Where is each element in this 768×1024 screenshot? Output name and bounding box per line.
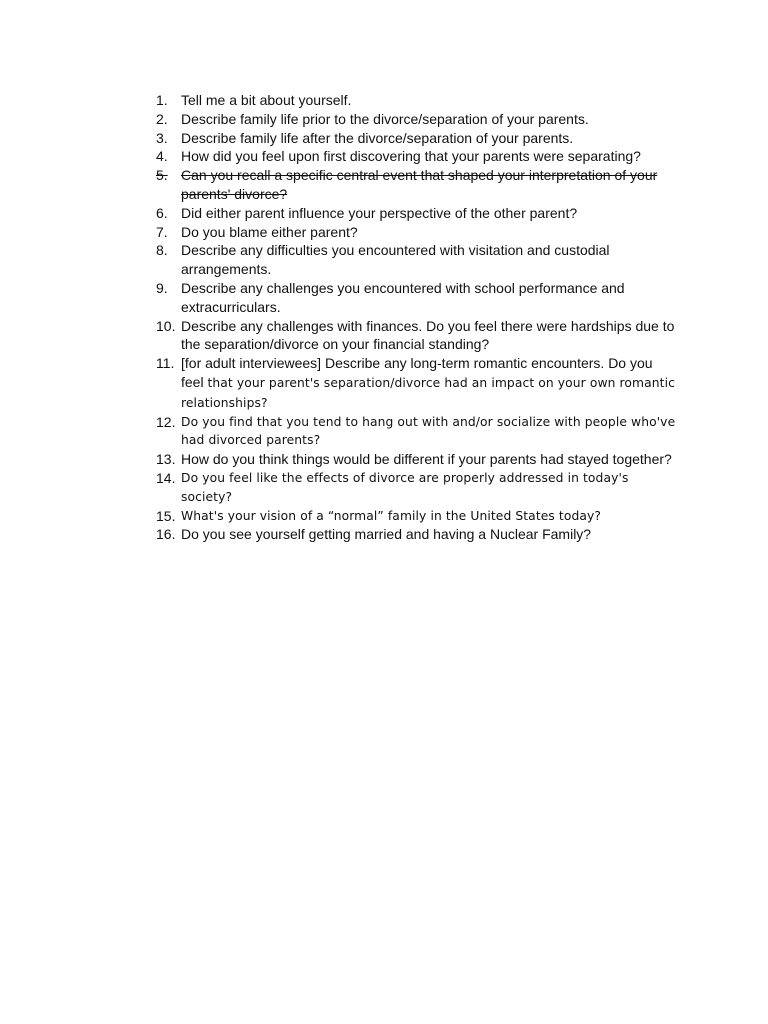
interview-question-list — [156, 91, 676, 544]
question-item — [156, 91, 676, 110]
question-number: 8. — [156, 242, 168, 259]
question-number: 1. — [156, 92, 168, 108]
question-number: 9. — [156, 279, 168, 296]
question-text: What's your vision of a “normal” family in the United States today? — [181, 508, 602, 523]
question-text-part: [for adult interviewees] Describe any long-term romantic encounters. Do you feel — [181, 355, 653, 390]
question-number: 14. — [156, 469, 176, 486]
question-number: 11. — [156, 355, 175, 372]
question-item — [156, 525, 676, 544]
question-text: Do you blame either parent? — [181, 223, 358, 240]
question-text: Describe any challenges with finances. Do you feel there were hardships due to the separation/divorce on your financial standing? — [181, 317, 675, 353]
question-item — [156, 469, 676, 507]
question-text — [181, 354, 676, 412]
question-item — [156, 279, 676, 317]
question-item — [156, 147, 676, 166]
question-text: Describe any difficulties you encountered with visitation and custodial arrangements. — [181, 242, 610, 278]
question-item — [156, 204, 676, 223]
question-number: 13. — [156, 451, 176, 468]
question-text: How do you think things would be different if your parents had stayed together? — [181, 451, 672, 468]
question-number: 6. — [156, 204, 168, 221]
question-item — [156, 413, 676, 451]
question-item — [156, 223, 676, 242]
question-text: Describe any challenges you encountered with school performance and extracurriculars. — [181, 279, 625, 315]
question-text: Describe family life prior to the divorce/separation of your parents. — [181, 110, 589, 127]
question-text: Describe family life after the divorce/separation of your parents. — [181, 129, 574, 146]
question-text: Do you see yourself getting married and having a Nuclear Family? — [181, 526, 592, 543]
question-text: Do you feel like the effects of divorce are properly addressed in today's society? — [181, 470, 629, 504]
question-number: 4. — [156, 148, 168, 165]
question-text: Tell me a bit about yourself. — [181, 92, 352, 108]
question-item — [156, 317, 676, 355]
struck-question-text: Can you recall a specific central event that shaped your interpretation of your parents' divorce? — [181, 167, 658, 202]
question-number: 12. — [156, 413, 176, 430]
question-number: 15. — [156, 507, 176, 524]
question-text: Do you find that you tend to hang out with and/or socialize with people who've had divorced parents? — [181, 414, 676, 448]
struck-question-item — [156, 166, 676, 204]
question-number: 2. — [156, 110, 168, 127]
question-item — [156, 354, 676, 412]
question-text: Did either parent influence your perspective of the other parent? — [181, 204, 578, 221]
question-number: 3. — [156, 129, 168, 146]
question-item — [156, 450, 676, 469]
question-item — [156, 241, 676, 279]
question-item — [156, 129, 676, 148]
question-number: 16. — [156, 526, 176, 543]
question-text-part: that your parent's separation/divorce had an impact on your own romantic relationships? — [181, 375, 675, 410]
question-text: How did you feel upon first discovering that your parents were separating? — [181, 148, 641, 165]
question-number: 7. — [156, 223, 168, 240]
question-number: 5. — [156, 167, 168, 184]
question-item — [156, 110, 676, 129]
question-number: 10. — [156, 317, 176, 334]
question-item — [156, 507, 676, 526]
